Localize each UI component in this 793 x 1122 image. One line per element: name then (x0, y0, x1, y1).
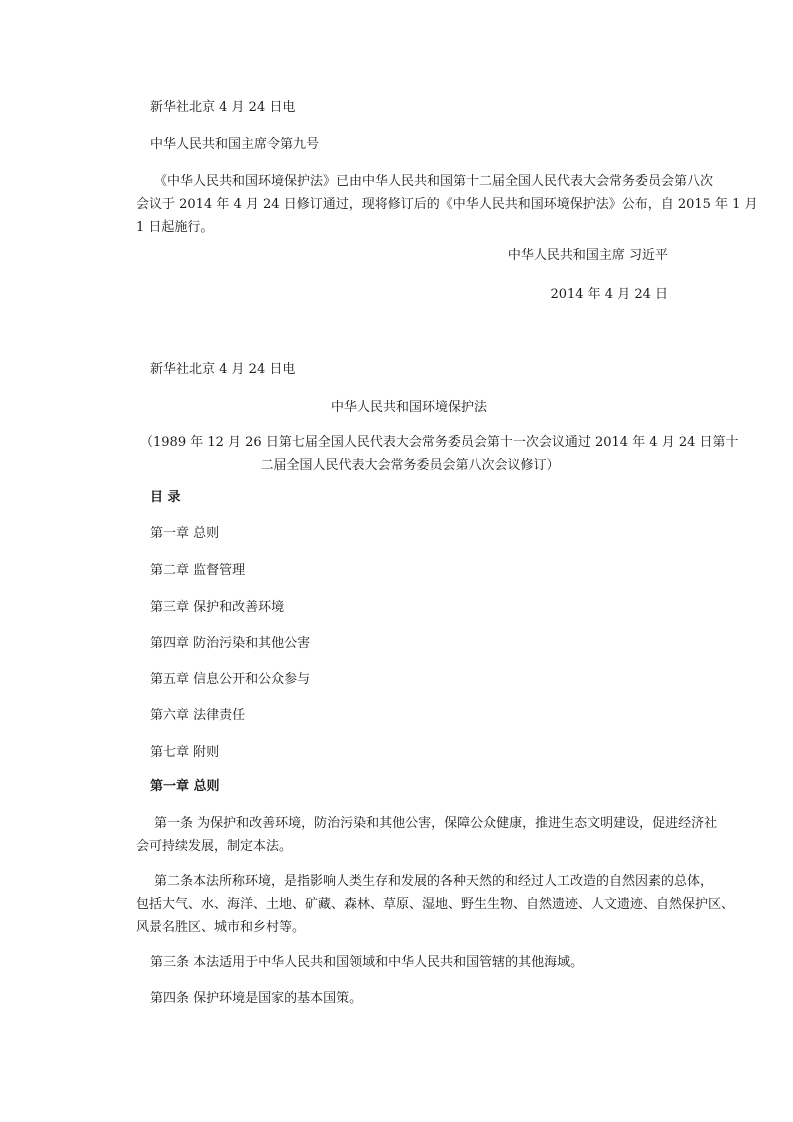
order-date: 2014 年 4 月 24 日 (550, 287, 668, 302)
article-4: 第四条 保护环境是国家的基本国策。 (150, 991, 363, 1006)
toc-heading: 目 录 (150, 490, 181, 505)
article-2-line-1: 第二条本法所称环境，是指影响人类生存和发展的各种天然的和经过人工改造的自然因素的总体， (154, 874, 714, 889)
chapter-1-heading: 第一章 总则 (150, 779, 220, 794)
toc-item-3: 第三章 保护和改善环境 (150, 600, 285, 615)
law-title: 中华人民共和国环境保护法 (330, 400, 487, 415)
article-3: 第三条 本法适用于中华人民共和国领域和中华人民共和国管辖的其他海域。 (150, 955, 584, 970)
order-body-line-2: 会议于 2014 年 4 月 24 日修订通过，现将修订后的《中华人民共和国环境保护法》公布，自 2015 年 1 月 (136, 197, 758, 212)
order-title: 中华人民共和国主席令第九号 (150, 137, 320, 152)
toc-item-7: 第七章 附则 (150, 745, 220, 760)
article-2-line-3: 风景名胜区、城市和乡村等。 (136, 920, 306, 935)
order-signature: 中华人民共和国主席 习近平 (507, 248, 668, 263)
article-2-line-2: 包括大气、水、海洋、土地、矿藏、森林、草原、湿地、野生生物、自然遗迹、人文遗迹、自然保护区、 (136, 897, 735, 912)
article-1-line-2: 会可持续发展，制定本法。 (136, 839, 293, 854)
order-dateline: 新华社北京 4 月 24 日电 (150, 100, 296, 115)
order-body-line-3: 1 日起施行。 (136, 220, 214, 235)
toc-item-2: 第二章 监督管理 (150, 563, 246, 578)
order-body-line-1: 《中华人民共和国环境保护法》已由中华人民共和国第十二届全国人民代表大会常务委员会第八次 (154, 174, 714, 189)
law-subtitle-line-1: （1989 年 12 月 26 日第七届全国人民代表大会常务委员会第十一次会议通过 2014 年 4 月 24 日第十 (140, 435, 739, 450)
law-dateline: 新华社北京 4 月 24 日电 (150, 362, 296, 377)
law-subtitle-line-2: 二届全国人民代表大会常务委员会第八次会议修订） (260, 458, 560, 473)
toc-item-4: 第四章 防治污染和其他公害 (150, 636, 311, 651)
article-1-line-1: 第一条 为保护和改善环境，防治污染和其他公害，保障公众健康，推进生态文明建设，促进经济社 (154, 816, 718, 831)
toc-item-5: 第五章 信息公开和公众参与 (150, 672, 311, 687)
toc-item-1: 第一章 总则 (150, 526, 220, 541)
toc-item-6: 第六章 法律责任 (150, 708, 246, 723)
